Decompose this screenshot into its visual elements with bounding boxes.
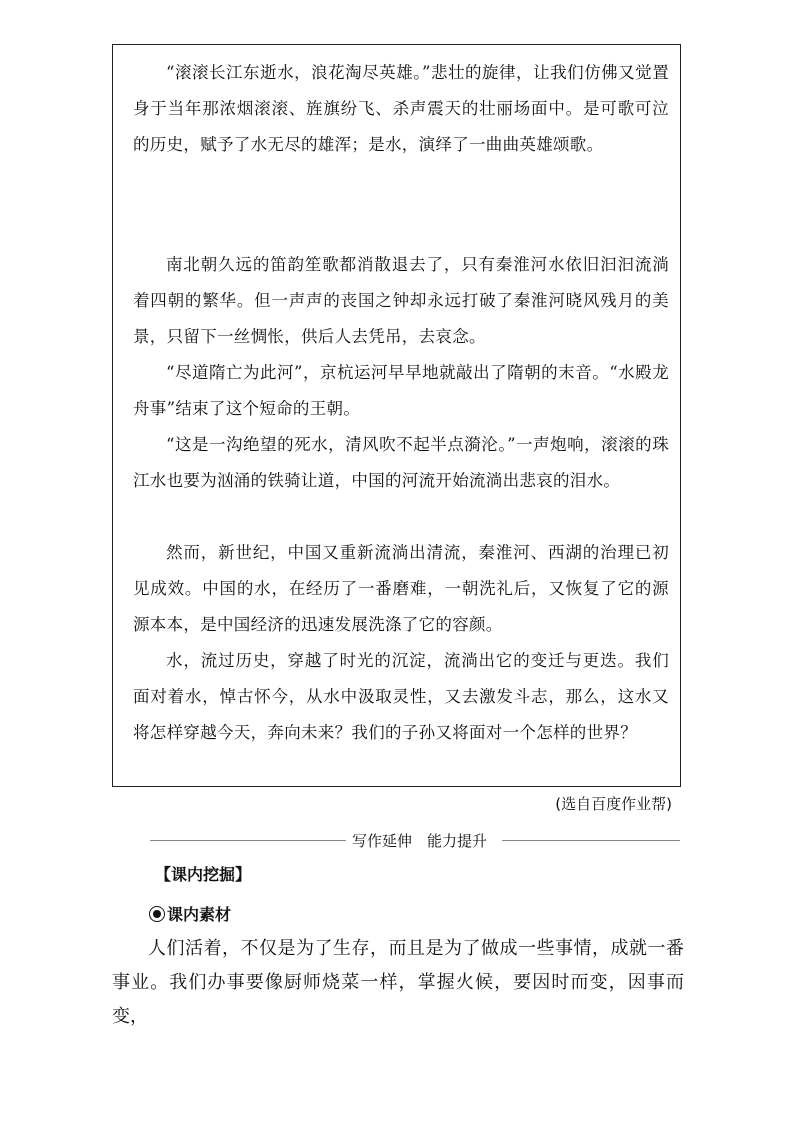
passage-source: (选自百度作业帮) [555, 795, 672, 813]
subheading-label: 课内素材 [167, 905, 232, 924]
subheading [149, 902, 231, 925]
passage-paragraph: “尽道隋亡为此河”，京杭运河早早地就敲出了隋朝的末音。“水殿龙舟事”结束了这个短命的王朝。 [133, 363, 669, 418]
passage-paragraph: 南北朝久远的笛韵笙歌都消散退去了，只有秦淮河水依旧汩汩流淌着四朝的繁华。但一声声的丧国之钟却永远打破了秦淮河晓风残月的美景，只留下一丝惆怅，供后人去凭吊，去哀念。 [133, 255, 669, 346]
section-divider [150, 828, 680, 852]
passage-paragraph: “这是一沟绝望的死水，清风吹不起半点漪沦。”一声炮响，滚滚的珠江水也要为汹涌的铁骑让道，中国的河流开始流淌出悲哀的泪水。 [133, 435, 669, 490]
passage-box [112, 44, 681, 813]
divider-line-left [150, 840, 346, 841]
passage-paragraph: 水，流过历史，穿越了时光的沉淀，流淌出它的变迁与更迭。我们面对着水，悼古怀今，从水中汲取灵性，又去激发斗志，那么，这水又将怎样穿越今天，奔向未来？我们的子孙又将面对一个怎样的世界？ [133, 651, 669, 742]
bullet-icon [149, 906, 165, 922]
passage-paragraph: “滚滚长江东逝水，浪花淘尽英雄。”悲壮的旋律，让我们仿佛又觉置身于当年那浓烟滚滚、旌旗纷飞、杀声震天的壮丽场面中。是可歌可泣的历史，赋予了水无尽的雄浑；是水，演绎了一曲曲英雄颂歌。 [133, 63, 669, 154]
section-heading: 【课内挖掘】 [155, 865, 252, 884]
divider-title: 写作延伸 能力提升 [352, 832, 488, 850]
passage-paragraph: 然而，新世纪，中国又重新流淌出清流，秦淮河、西湖的治理已初见成效。中国的水，在经历了一番磨难，一朝洗礼后，又恢复了它的源源本本，是中国经济的迅速发展洗涤了它的容颜。 [133, 543, 669, 634]
divider-line-right [502, 840, 680, 841]
body-paragraph: 人们活着，不仅是为了生存，而且是为了做成一些事情，成就一番事业。我们办事要像厨师烧菜一样，掌握火候，要因时而变，因事而变， [112, 938, 684, 1027]
